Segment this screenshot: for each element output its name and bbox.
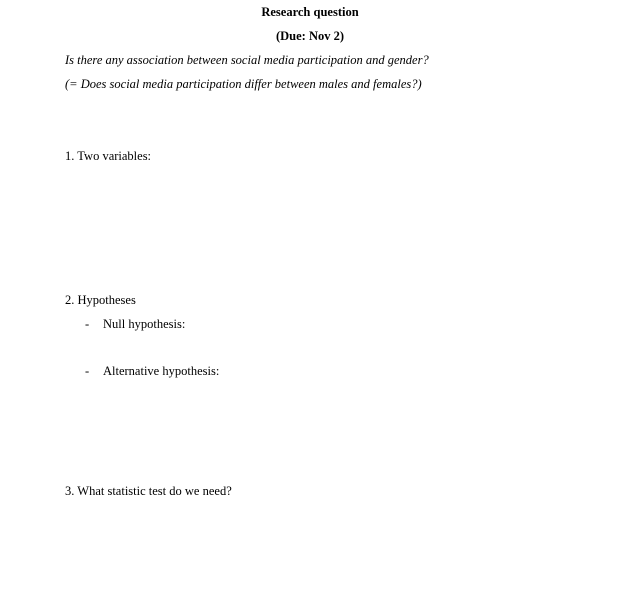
- bullet-dash: -: [85, 364, 90, 378]
- section-two-variables: 1. Two variables:: [65, 149, 152, 163]
- bullet-dash: -: [85, 317, 90, 331]
- research-question: Is there any association between social media participation and gender?: [65, 53, 429, 67]
- document-title: Research question: [261, 5, 359, 19]
- due-date: (Due: Nov 2): [275, 29, 345, 43]
- alternative-hypothesis-label: Alternative hypothesis:: [103, 364, 220, 378]
- section-statistic-test: 3. What statistic test do we need?: [65, 484, 232, 498]
- research-question-rephrase: (= Does social media participation differ between males and females?): [65, 77, 422, 91]
- section-hypotheses: 2. Hypotheses: [65, 293, 136, 307]
- null-hypothesis-label: Null hypothesis:: [103, 317, 186, 331]
